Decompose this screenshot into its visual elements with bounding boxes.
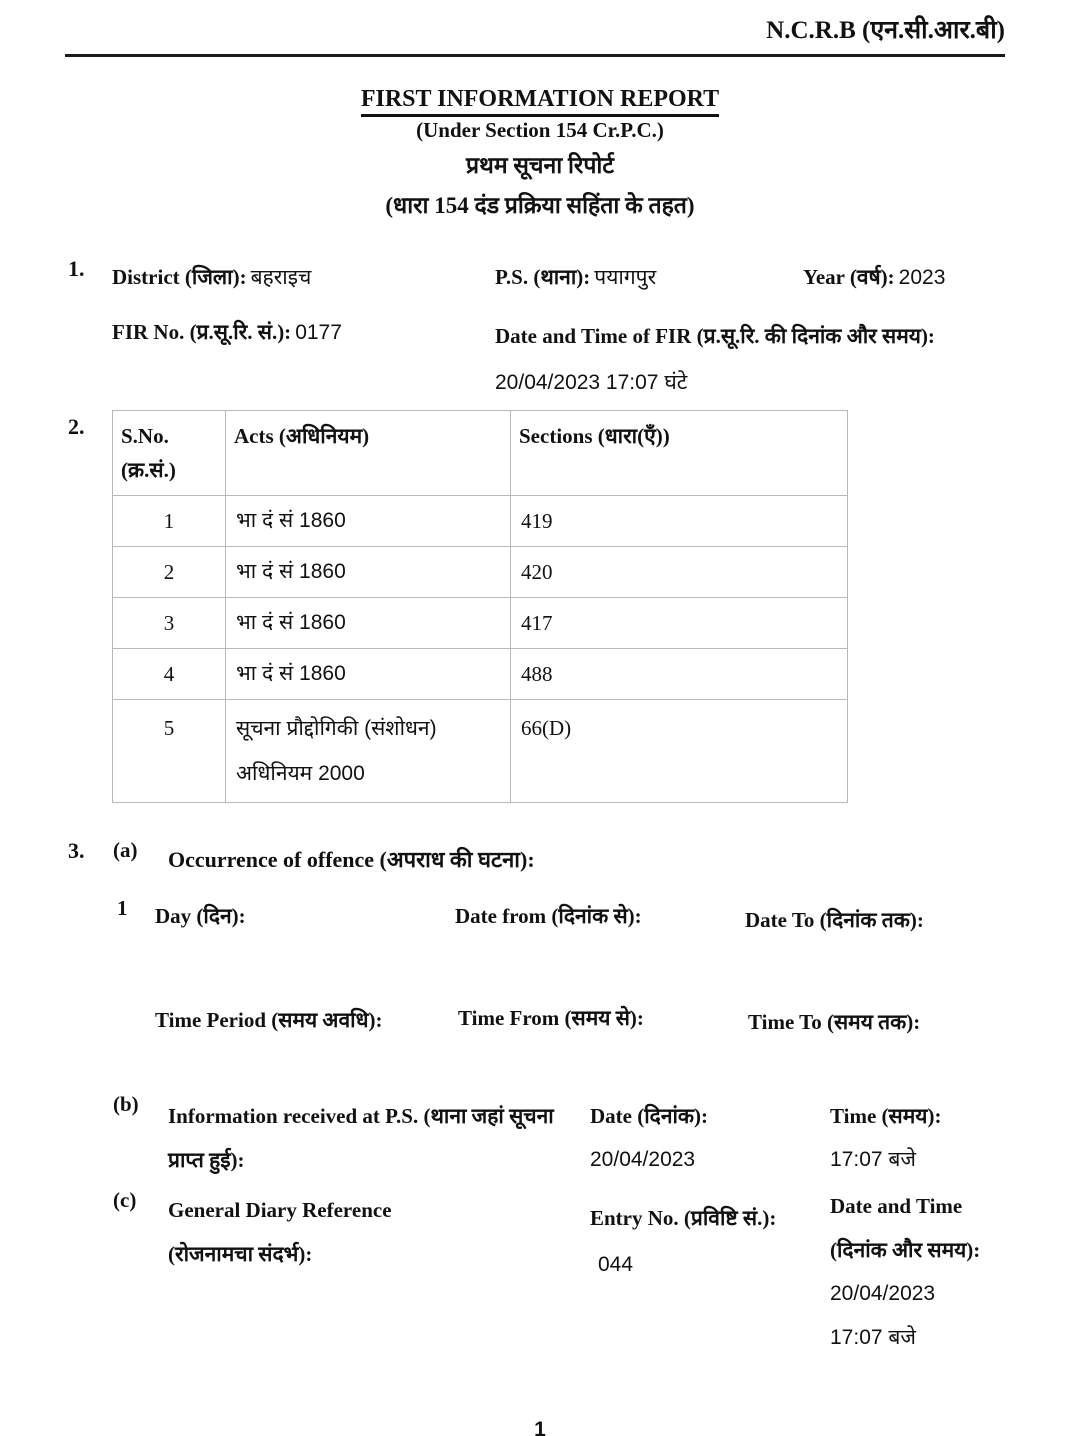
col-header-sections: Sections (धारा(एँ)): [511, 411, 848, 496]
header-rule: [65, 54, 1005, 57]
sno-cell: 2: [113, 547, 226, 598]
date-from-label: Date from (दिनांक से):: [455, 904, 642, 928]
section3c-marker: (c): [113, 1188, 137, 1212]
fir-no-label: FIR No. (प्र.सू.रि. सं.):: [112, 320, 292, 344]
act-cell: भा दं सं 1860: [226, 649, 511, 700]
entry-no-label: Entry No. (प्रविष्टि सं.):: [590, 1206, 777, 1230]
section3-number: 3.: [68, 838, 85, 863]
info-received-label: Information received at P.S. (थाना जहां सूचना प्राप्त हुई):: [168, 1104, 554, 1172]
section2-number: 2.: [68, 414, 85, 439]
gdr-label: General Diary Reference (रोजनामचा संदर्भ):: [168, 1198, 392, 1266]
date-label: Date (दिनांक):: [590, 1104, 709, 1128]
date-to-label: Date To (दिनांक तक):: [745, 908, 924, 932]
occurrence-row-number: 1: [117, 896, 128, 920]
district-value: बहराइच: [250, 266, 312, 289]
act-cell: भा दं सं 1860: [226, 547, 511, 598]
section-cell: 417: [511, 598, 848, 649]
table-row: [113, 649, 848, 700]
datetime-date-value: 20/04/2023: [830, 1282, 936, 1305]
section3b-marker: (b): [113, 1092, 139, 1116]
occurrence-heading: Occurrence of offence (अपराध की घटना):: [168, 847, 535, 872]
year-label: Year (वर्ष):: [803, 265, 895, 289]
section1-number: 1.: [68, 256, 85, 281]
table-header-row: [113, 411, 848, 496]
section-cell: 420: [511, 547, 848, 598]
col-header-acts: Acts (अधिनियम): [226, 411, 511, 496]
sno-cell: 1: [113, 496, 226, 547]
report-subtitle-hindi: (धारा 154 दंड प्रक्रिया सहिंता के तहत): [385, 193, 695, 218]
report-title-hindi: प्रथम सूचना रिपोर्ट: [466, 153, 614, 178]
time-value: 17:07 बजे: [830, 1148, 916, 1171]
page-number: 1: [534, 1418, 546, 1436]
ps-label: P.S. (थाना):: [495, 265, 591, 289]
ps-value: पयागपुर: [594, 266, 657, 289]
fir-datetime-field: [495, 314, 975, 407]
fir-datetime-value: 20/04/2023 17:07 घंटे: [495, 371, 688, 394]
act-cell: भा दं सं 1860: [226, 496, 511, 547]
sno-cell: 5: [113, 700, 226, 803]
time-label: Time (समय):: [830, 1104, 942, 1128]
report-subtitle: (Under Section 154 Cr.P.C.): [416, 118, 664, 142]
col-header-sno: S.No. (क्र.सं.): [113, 411, 226, 496]
fir-no-field: [112, 318, 342, 346]
year-field: [803, 263, 945, 291]
table-row: [113, 700, 848, 803]
org-name: N.C.R.B (एन.सी.आर.बी): [766, 17, 1005, 44]
info-time-field: [830, 1094, 1020, 1182]
section-cell: 419: [511, 496, 848, 547]
section-cell: 488: [511, 649, 848, 700]
fir-datetime-label: Date and Time of FIR (प्र.सू.रि. की दिनांक और समय):: [495, 324, 935, 348]
entry-no-field: [590, 1196, 802, 1289]
acts-sections-table: [112, 410, 848, 803]
act-cell: भा दं सं 1860: [226, 598, 511, 649]
gdr-datetime-field: [830, 1184, 1018, 1360]
entry-no-value: 044: [598, 1253, 634, 1276]
table-row: [113, 496, 848, 547]
act-cell: सूचना प्रौद्दोगिकी (संशोधन) अधिनियम 2000: [226, 700, 511, 803]
sno-cell: 4: [113, 649, 226, 700]
time-to-label: Time To (समय तक):: [748, 1010, 921, 1034]
date-value: 20/04/2023: [590, 1148, 696, 1171]
report-title: FIRST INFORMATION REPORT: [0, 86, 1080, 113]
section-cell: 66(D): [511, 700, 848, 803]
section3a-marker: (a): [113, 838, 138, 862]
sno-cell: 3: [113, 598, 226, 649]
datetime-label: Date and Time (दिनांक और समय):: [830, 1194, 981, 1262]
district-field: [112, 263, 311, 291]
time-from-label: Time From (समय से):: [458, 1006, 644, 1030]
ps-field: [495, 263, 656, 291]
day-label: Day (दिन):: [155, 904, 246, 928]
datetime-time-value: 17:07 बजे: [830, 1326, 916, 1349]
time-period-label: Time Period (समय अवधि):: [155, 1008, 383, 1032]
info-date-field: [590, 1094, 790, 1182]
table-row: [113, 547, 848, 598]
district-label: District (जिला):: [112, 265, 247, 289]
fir-no-value: 0177: [295, 321, 342, 344]
year-value: 2023: [898, 266, 946, 289]
table-row: [113, 598, 848, 649]
